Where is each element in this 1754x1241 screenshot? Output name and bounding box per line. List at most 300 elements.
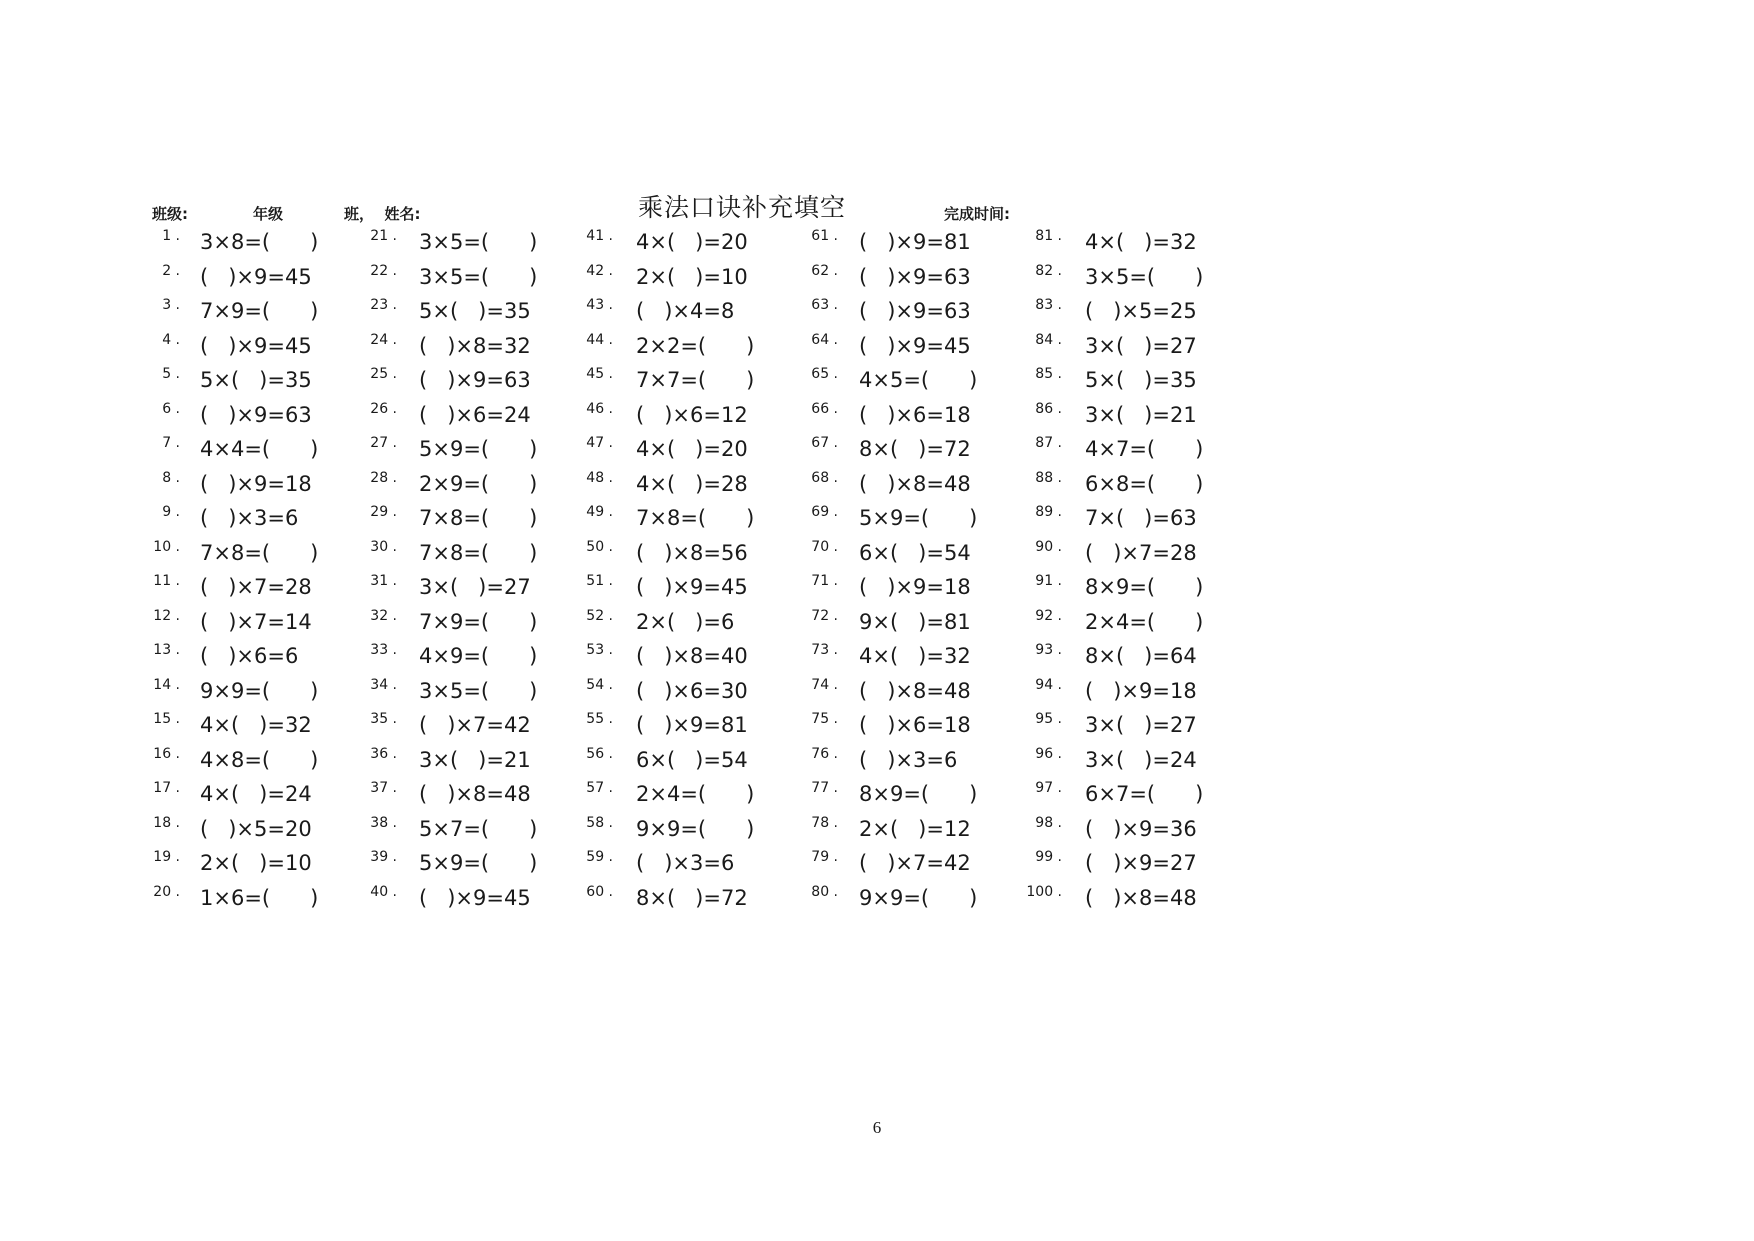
- equation: 5×7=( ): [419, 817, 538, 841]
- item-number-label: 81 .: [1035, 228, 1062, 244]
- item-number: [778, 573, 838, 603]
- item-number: [778, 470, 838, 500]
- item-number-label: 95 .: [1035, 711, 1062, 727]
- item-number-label: 33 .: [370, 642, 397, 658]
- item-number-label: 75 .: [811, 711, 838, 727]
- equation: 3×( )=21: [1085, 403, 1197, 427]
- item-number-label: 66 .: [811, 401, 838, 417]
- equation: 3×( )=27: [1085, 334, 1197, 358]
- item-number: [778, 849, 838, 879]
- equation: ( )×7=14: [200, 610, 312, 634]
- item-number-label: 44 .: [586, 332, 613, 348]
- item-number-label: 89 .: [1035, 504, 1062, 520]
- equation: ( )×8=48: [1085, 886, 1197, 910]
- item-number: [1002, 504, 1062, 534]
- equation: 4×8=( ): [200, 748, 319, 772]
- item-number: [337, 746, 397, 776]
- item-number: [778, 504, 838, 534]
- item-number: [778, 642, 838, 672]
- equation: ( )×5=20: [200, 817, 312, 841]
- item-number: [553, 780, 613, 810]
- equation: ( )×6=12: [636, 403, 748, 427]
- item-number: [778, 401, 838, 431]
- equation: ( )×6=6: [200, 644, 299, 668]
- equation: 4×( )=32: [1085, 230, 1197, 254]
- equation: 9×( )=81: [859, 610, 971, 634]
- item-number-label: 69 .: [811, 504, 838, 520]
- item-number-label: 18 .: [153, 815, 180, 831]
- item-number-label: 57 .: [586, 780, 613, 796]
- equation: 4×7=( ): [1085, 437, 1204, 461]
- item-number-label: 17 .: [153, 780, 180, 796]
- item-number-label: 93 .: [1035, 642, 1062, 658]
- equation: ( )×3=6: [200, 506, 299, 530]
- item-number: [1002, 677, 1062, 707]
- item-number-label: 51 .: [586, 573, 613, 589]
- equation: 6×7=( ): [1085, 782, 1204, 806]
- equation: 2×9=( ): [419, 472, 538, 496]
- item-number: [1002, 608, 1062, 638]
- equation: 6×( )=54: [636, 748, 748, 772]
- equation: ( )×9=45: [859, 334, 971, 358]
- item-number-label: 38 .: [370, 815, 397, 831]
- item-number: [120, 539, 180, 569]
- item-number-label: 49 .: [586, 504, 613, 520]
- item-number-label: 85 .: [1035, 366, 1062, 382]
- item-number-label: 28 .: [370, 470, 397, 486]
- equation: ( )×3=6: [636, 851, 735, 875]
- equation: 5×( )=35: [200, 368, 312, 392]
- item-number: [553, 746, 613, 776]
- item-number: [337, 470, 397, 500]
- item-number-label: 8 .: [162, 470, 180, 486]
- equation: 7×8=( ): [636, 506, 755, 530]
- equation: 1×6=( ): [200, 886, 319, 910]
- equation: 8×( )=72: [859, 437, 971, 461]
- item-number-label: 83 .: [1035, 297, 1062, 313]
- equation: ( )×6=18: [859, 713, 971, 737]
- item-number-label: 24 .: [370, 332, 397, 348]
- item-number-label: 65 .: [811, 366, 838, 382]
- item-number: [1002, 642, 1062, 672]
- equation: 3×5=( ): [419, 265, 538, 289]
- item-number-label: 14 .: [153, 677, 180, 693]
- item-number-label: 59 .: [586, 849, 613, 865]
- item-number: [553, 470, 613, 500]
- item-number: [120, 504, 180, 534]
- item-number: [337, 263, 397, 293]
- item-number-label: 3 .: [162, 297, 180, 313]
- equation: ( )×6=18: [859, 403, 971, 427]
- item-number-label: 11 .: [153, 573, 180, 589]
- item-number: [120, 573, 180, 603]
- item-number: [553, 366, 613, 396]
- item-number: [553, 849, 613, 879]
- equation: 5×9=( ): [419, 437, 538, 461]
- item-number-label: 9 .: [162, 504, 180, 520]
- name-label: 班， 姓名:: [344, 205, 421, 223]
- item-number: [1002, 539, 1062, 569]
- item-number-label: 74 .: [811, 677, 838, 693]
- item-number: [1002, 884, 1062, 914]
- equation: ( )×9=27: [1085, 851, 1197, 875]
- equation: ( )×9=63: [859, 265, 971, 289]
- equation: 7×7=( ): [636, 368, 755, 392]
- equation: ( )×8=48: [419, 782, 531, 806]
- item-number: [120, 401, 180, 431]
- item-number-label: 23 .: [370, 297, 397, 313]
- item-number-label: 77 .: [811, 780, 838, 796]
- equation: 5×( )=35: [419, 299, 531, 323]
- item-number: [120, 470, 180, 500]
- item-number: [778, 884, 838, 914]
- item-number: [337, 573, 397, 603]
- item-number: [120, 746, 180, 776]
- equation: 4×9=( ): [419, 644, 538, 668]
- item-number: [1002, 332, 1062, 362]
- item-number-label: 78 .: [811, 815, 838, 831]
- item-number-label: 16 .: [153, 746, 180, 762]
- equation: 4×4=( ): [200, 437, 319, 461]
- item-number: [778, 539, 838, 569]
- equation: ( )×9=18: [859, 575, 971, 599]
- item-number-label: 80 .: [811, 884, 838, 900]
- equation: 5×9=( ): [859, 506, 978, 530]
- item-number-label: 55 .: [586, 711, 613, 727]
- equation: 3×5=( ): [419, 679, 538, 703]
- item-number-label: 41 .: [586, 228, 613, 244]
- equation: 3×( )=27: [1085, 713, 1197, 737]
- equation: 8×9=( ): [859, 782, 978, 806]
- item-number: [553, 711, 613, 741]
- equation: ( )×9=63: [859, 299, 971, 323]
- item-number: [778, 228, 838, 258]
- item-number: [553, 228, 613, 258]
- item-number-label: 61 .: [811, 228, 838, 244]
- item-number-label: 19 .: [153, 849, 180, 865]
- equation: 7×8=( ): [419, 506, 538, 530]
- item-number-label: 91 .: [1035, 573, 1062, 589]
- item-number-label: 10 .: [153, 539, 180, 555]
- equation: ( )×9=45: [419, 886, 531, 910]
- item-number: [337, 884, 397, 914]
- equation: 3×5=( ): [419, 230, 538, 254]
- equation: 6×8=( ): [1085, 472, 1204, 496]
- equation: 9×9=( ): [859, 886, 978, 910]
- equation: 7×( )=63: [1085, 506, 1197, 530]
- equation: ( )×9=63: [200, 403, 312, 427]
- item-number-label: 63 .: [811, 297, 838, 313]
- equation: 4×( )=32: [200, 713, 312, 737]
- item-number-label: 12 .: [153, 608, 180, 624]
- item-number: [120, 332, 180, 362]
- equation: ( )×9=18: [1085, 679, 1197, 703]
- equation: ( )×7=42: [859, 851, 971, 875]
- item-number: [553, 573, 613, 603]
- equation: 7×9=( ): [419, 610, 538, 634]
- item-number-label: 68 .: [811, 470, 838, 486]
- item-number: [778, 366, 838, 396]
- equation: 5×( )=35: [1085, 368, 1197, 392]
- item-number: [1002, 711, 1062, 741]
- item-number-label: 26 .: [370, 401, 397, 417]
- equation: ( )×4=8: [636, 299, 735, 323]
- item-number: [553, 815, 613, 845]
- item-number-label: 98 .: [1035, 815, 1062, 831]
- item-number-label: 94 .: [1035, 677, 1062, 693]
- item-number: [120, 228, 180, 258]
- equation: 4×5=( ): [859, 368, 978, 392]
- equation: ( )×9=81: [636, 713, 748, 737]
- item-number: [778, 677, 838, 707]
- equation: 4×( )=20: [636, 437, 748, 461]
- equation: 3×( )=27: [419, 575, 531, 599]
- item-number: [778, 815, 838, 845]
- item-number: [337, 642, 397, 672]
- item-number-label: 71 .: [811, 573, 838, 589]
- class-label: 班级:: [152, 205, 188, 223]
- item-number-label: 82 .: [1035, 263, 1062, 279]
- item-number-label: 35 .: [370, 711, 397, 727]
- item-number: [1002, 297, 1062, 327]
- equation: 2×4=( ): [1085, 610, 1204, 634]
- equation: 8×( )=64: [1085, 644, 1197, 668]
- item-number-label: 56 .: [586, 746, 613, 762]
- item-number-label: 43 .: [586, 297, 613, 313]
- item-number: [120, 297, 180, 327]
- item-number: [120, 263, 180, 293]
- item-number-label: 31 .: [370, 573, 397, 589]
- item-number-label: 48 .: [586, 470, 613, 486]
- equation: ( )×9=81: [859, 230, 971, 254]
- item-number-label: 21 .: [370, 228, 397, 244]
- item-number: [337, 711, 397, 741]
- item-number: [778, 608, 838, 638]
- equation: ( )×9=36: [1085, 817, 1197, 841]
- equation: ( )×8=48: [859, 679, 971, 703]
- equation: ( )×9=18: [200, 472, 312, 496]
- item-number-label: 30 .: [370, 539, 397, 555]
- item-number-label: 62 .: [811, 263, 838, 279]
- equation: ( )×7=42: [419, 713, 531, 737]
- item-number: [1002, 263, 1062, 293]
- item-number-label: 5 .: [162, 366, 180, 382]
- item-number-label: 64 .: [811, 332, 838, 348]
- item-number-label: 47 .: [586, 435, 613, 451]
- completion-time-label: 完成时间:: [944, 205, 1010, 223]
- item-number: [120, 711, 180, 741]
- item-number-label: 97 .: [1035, 780, 1062, 796]
- item-number-label: 1 .: [162, 228, 180, 244]
- equation: ( )×8=32: [419, 334, 531, 358]
- item-number: [1002, 401, 1062, 431]
- item-number: [1002, 849, 1062, 879]
- equation: ( )×6=24: [419, 403, 531, 427]
- equation: 3×( )=24: [1085, 748, 1197, 772]
- equation: ( )×9=63: [419, 368, 531, 392]
- equation: 3×8=( ): [200, 230, 319, 254]
- equation: 6×( )=54: [859, 541, 971, 565]
- item-number-label: 58 .: [586, 815, 613, 831]
- item-number: [553, 539, 613, 569]
- equation: 2×2=( ): [636, 334, 755, 358]
- equation: ( )×8=40: [636, 644, 748, 668]
- item-number: [337, 608, 397, 638]
- equation: ( )×3=6: [859, 748, 958, 772]
- item-number-label: 90 .: [1035, 539, 1062, 555]
- equation: 7×8=( ): [200, 541, 319, 565]
- item-number: [337, 780, 397, 810]
- item-number: [1002, 780, 1062, 810]
- item-number: [553, 401, 613, 431]
- equation: 2×4=( ): [636, 782, 755, 806]
- item-number: [120, 849, 180, 879]
- item-number: [553, 435, 613, 465]
- item-number-label: 7 .: [162, 435, 180, 451]
- equation: 2×( )=12: [859, 817, 971, 841]
- item-number-label: 37 .: [370, 780, 397, 796]
- equation: 2×( )=10: [636, 265, 748, 289]
- item-number-label: 45 .: [586, 366, 613, 382]
- equation: ( )×9=45: [200, 334, 312, 358]
- equation: ( )×9=45: [200, 265, 312, 289]
- equation: ( )×8=48: [859, 472, 971, 496]
- equation: 2×( )=10: [200, 851, 312, 875]
- item-number: [1002, 228, 1062, 258]
- item-number-label: 40 .: [370, 884, 397, 900]
- item-number-label: 100 .: [1026, 884, 1062, 900]
- page-number: 6: [872, 1118, 882, 1137]
- equation: 3×( )=21: [419, 748, 531, 772]
- item-number: [778, 746, 838, 776]
- page-title: 乘法口诀补充填空: [638, 193, 847, 222]
- item-number: [553, 504, 613, 534]
- item-number-label: 53 .: [586, 642, 613, 658]
- item-number-label: 88 .: [1035, 470, 1062, 486]
- equation: ( )×9=45: [636, 575, 748, 599]
- item-number-label: 4 .: [162, 332, 180, 348]
- item-number: [337, 815, 397, 845]
- item-number: [337, 297, 397, 327]
- item-number: [120, 608, 180, 638]
- item-number-label: 15 .: [153, 711, 180, 727]
- item-number: [1002, 470, 1062, 500]
- item-number: [778, 263, 838, 293]
- item-number: [778, 297, 838, 327]
- item-number-label: 39 .: [370, 849, 397, 865]
- item-number: [553, 677, 613, 707]
- equation: 5×9=( ): [419, 851, 538, 875]
- item-number: [337, 539, 397, 569]
- item-number-label: 87 .: [1035, 435, 1062, 451]
- equation: 4×( )=28: [636, 472, 748, 496]
- item-number: [337, 849, 397, 879]
- equation: 4×( )=24: [200, 782, 312, 806]
- item-number: [553, 608, 613, 638]
- item-number: [1002, 573, 1062, 603]
- item-number: [337, 366, 397, 396]
- item-number-label: 67 .: [811, 435, 838, 451]
- grade-label: 年级: [253, 205, 284, 223]
- equation: 7×8=( ): [419, 541, 538, 565]
- item-number-label: 20 .: [153, 884, 180, 900]
- equation: 2×( )=6: [636, 610, 735, 634]
- item-number: [120, 366, 180, 396]
- item-number: [120, 677, 180, 707]
- item-number-label: 92 .: [1035, 608, 1062, 624]
- item-number-label: 79 .: [811, 849, 838, 865]
- item-number: [1002, 746, 1062, 776]
- item-number: [1002, 366, 1062, 396]
- item-number: [1002, 815, 1062, 845]
- item-number-label: 34 .: [370, 677, 397, 693]
- equation: 3×5=( ): [1085, 265, 1204, 289]
- equation: 9×9=( ): [200, 679, 319, 703]
- item-number: [778, 435, 838, 465]
- item-number-label: 27 .: [370, 435, 397, 451]
- item-number: [553, 642, 613, 672]
- item-number: [337, 401, 397, 431]
- item-number: [337, 504, 397, 534]
- item-number-label: 70 .: [811, 539, 838, 555]
- item-number-label: 32 .: [370, 608, 397, 624]
- item-number-label: 13 .: [153, 642, 180, 658]
- item-number: [337, 435, 397, 465]
- item-number-label: 96 .: [1035, 746, 1062, 762]
- item-number-label: 99 .: [1035, 849, 1062, 865]
- item-number: [337, 677, 397, 707]
- equation: 7×9=( ): [200, 299, 319, 323]
- item-number-label: 46 .: [586, 401, 613, 417]
- item-number: [120, 884, 180, 914]
- item-number: [553, 332, 613, 362]
- item-number: [120, 642, 180, 672]
- item-number-label: 6 .: [162, 401, 180, 417]
- item-number-label: 60 .: [586, 884, 613, 900]
- item-number-label: 73 .: [811, 642, 838, 658]
- equation: 4×( )=32: [859, 644, 971, 668]
- item-number-label: 72 .: [811, 608, 838, 624]
- item-number: [120, 780, 180, 810]
- item-number: [778, 780, 838, 810]
- item-number: [778, 332, 838, 362]
- equation: ( )×8=56: [636, 541, 748, 565]
- item-number: [337, 228, 397, 258]
- item-number: [120, 815, 180, 845]
- item-number: [553, 263, 613, 293]
- item-number-label: 36 .: [370, 746, 397, 762]
- item-number: [553, 297, 613, 327]
- item-number: [337, 332, 397, 362]
- item-number-label: 50 .: [586, 539, 613, 555]
- item-number: [553, 884, 613, 914]
- item-number-label: 84 .: [1035, 332, 1062, 348]
- equation: ( )×5=25: [1085, 299, 1197, 323]
- equation: 4×( )=20: [636, 230, 748, 254]
- equation: 9×9=( ): [636, 817, 755, 841]
- item-number: [778, 711, 838, 741]
- item-number-label: 25 .: [370, 366, 397, 382]
- equation: ( )×6=30: [636, 679, 748, 703]
- item-number: [120, 435, 180, 465]
- equation: 8×9=( ): [1085, 575, 1204, 599]
- item-number-label: 86 .: [1035, 401, 1062, 417]
- item-number-label: 22 .: [370, 263, 397, 279]
- item-number-label: 76 .: [811, 746, 838, 762]
- item-number-label: 2 .: [162, 263, 180, 279]
- item-number-label: 54 .: [586, 677, 613, 693]
- item-number-label: 42 .: [586, 263, 613, 279]
